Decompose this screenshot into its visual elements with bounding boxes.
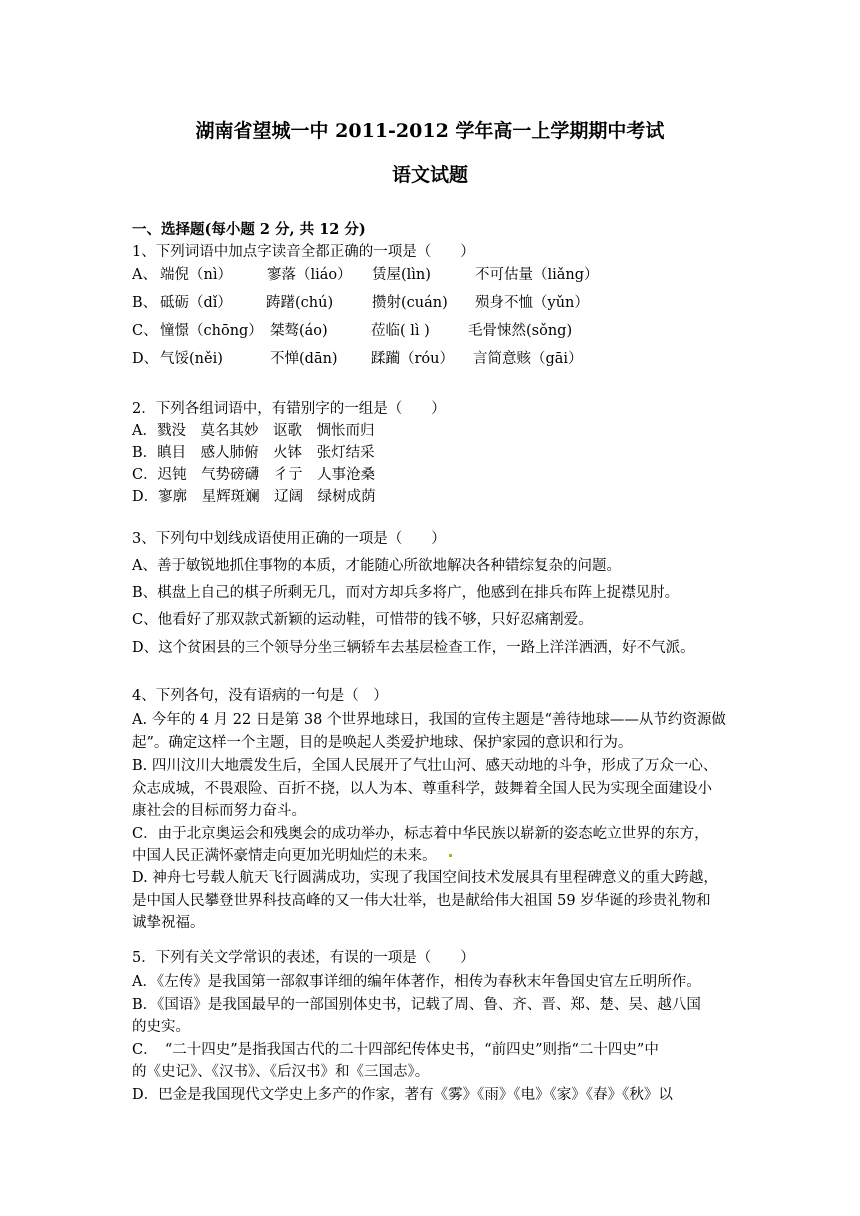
q5-line-6: D．巴金是我国现代文学史上多产的作家，著有《雾》《雨》《电》《家》《春》《秋》以 [132,1087,673,1103]
q4-line-4: 众志成城，不畏艰险、百折不挠，以人为本、尊重科学，鼓舞着全国人民为实现全面建设小 [132,781,712,797]
q1-a-item2: 寥落（liáo） [267,267,352,283]
q2-option-c: C．迟钝 气势磅礴 彳亍 人事沧桑 [132,467,376,483]
q1-a-item3: 赁屋(lìn) [372,267,431,283]
q4-line-9: 是中国人民攀登世界科技高峰的又一伟大壮举，也是献给伟大祖国 59 岁华诞的珍贵礼物和 [132,893,711,909]
q1-label-d: D、 [132,351,159,367]
q1-b-item1: 砥砺（dǐ） [160,295,232,311]
q1-c-item3: 莅临( lì ) [371,323,430,339]
green-dot-mark [449,854,452,857]
q2-option-d: D．寥廓 星辉斑斓 辽阔 绿树成荫 [132,489,376,505]
q1-a-item4: 不可估量（liǎng） [475,267,599,283]
q1-b-item3: 攒射(cuán) [372,295,448,311]
q5-line-4: C． “二十四史”是指我国古代的二十四部纪传体史书，“前四史”则指“二十四史”中 [132,1042,659,1058]
q1-a-item1: 端倪（nì） [160,267,232,283]
q5-line-2: B．《国语》是我国最早的一部国别体史书，记载了周、鲁、齐、晋、郑、楚、吴、越八国 [132,997,701,1013]
q2-stem: 2．下列各组词语中，有错别字的一组是（ ） [132,401,446,417]
q4-line-2: 起”。确定这样一个主题，目的是唤起人类爱护地球、保护家园的意识和行为。 [132,735,633,751]
q3-option-c: C、他看好了那双款式新颖的运动鞋，可惜带的钱不够，只好忍痛割爱。 [132,612,593,628]
exam-title: 湖南省望城一中 2011-2012 学年高一上学期期中考试 [195,120,665,142]
q5-line-1: A．《左传》是我国第一部叙事详细的编年体著作，相传为春秋末年鲁国史官左丘明所作。 [132,974,701,990]
q2-option-a: A．戮没 莫名其妙 讴歌 惆怅而归 [132,423,375,439]
q4-line-10: 诚挚祝福。 [132,915,205,931]
q4-line-5: 康社会的目标而努力奋斗。 [132,803,306,819]
q1-label-b: B、 [132,295,158,311]
q1-stem: 1、下列词语中加点字读音全都正确的一项是（ ） [132,244,475,260]
q4-stem: 4、下列各句，没有语病的一句是（ ） [132,688,388,704]
q3-stem: 3、下列句中划线成语使用正确的一项是（ ） [132,531,446,547]
q2-option-b: B．瞋目 感人肺俯 火钵 张灯结采 [132,445,375,461]
q3-option-a: A、善于敏锐地抓住事物的本质，才能随心所欲地解决各种错综复杂的问题。 [132,558,621,574]
section-heading: 一、选择题(每小题 2 分, 共 12 分) [132,221,366,238]
exam-subtitle: 语文试题 [391,164,468,186]
q3-option-b: B、棋盘上自己的棋子所剩无几，而对方却兵多将广，他感到在排兵布阵上捉襟见肘。 [132,585,680,601]
q1-d-item1: 气馁(něi) [160,351,223,367]
q1-d-item4: 言简意赅（gāi） [473,351,583,367]
q1-b-item4: 殒身不恤（yǔn） [475,295,589,311]
q1-b-item2: 踌躇(chú) [266,295,334,311]
q1-c-item1: 憧憬（chōng） [160,323,263,339]
q1-d-item3: 蹂躏（róu） [371,351,454,367]
q5-line-3: 的史实。 [132,1019,190,1035]
q3-option-d: D、这个贫困县的三个领导分坐三辆轿车去基层检查工作，一路上洋洋洒洒，好不气派。 [132,640,695,656]
q1-c-item4: 毛骨悚然(sǒng) [468,323,573,339]
q5-stem: 5．下列有关文学常识的表述，有误的一项是（ ） [132,950,475,966]
q1-label-c: C、 [132,323,158,339]
q4-line-1: A. 今年的 4 月 22 日是第 38 个世界地球日，我国的宣传主题是“善待地球——从节约资源做 [132,712,726,728]
q1-label-a: A、 [132,267,157,283]
q4-line-3: B. 四川汶川大地震发生后，全国人民展开了气壮山河、感天动地的斗争，形成了万众一心、 [132,758,718,774]
q4-line-7: 中国人民正满怀豪情走向更加光明灿烂的未来。 [132,848,437,864]
q1-c-item2: 桀骜(áo) [270,323,328,339]
q4-line-8: D. 神舟七号载人航天飞行圆满成功，实现了我国空间技术发展具有里程碑意义的重大跨越， [132,870,718,886]
q4-line-6: C．由于北京奥运会和残奥会的成功举办，标志着中华民族以崭新的姿态屹立世界的东方， [132,826,709,842]
q5-line-5: 的《史记》、《汉书》、《后汉书》和《三国志》。 [132,1064,430,1080]
q1-d-item2: 不惮(dān) [270,351,338,367]
